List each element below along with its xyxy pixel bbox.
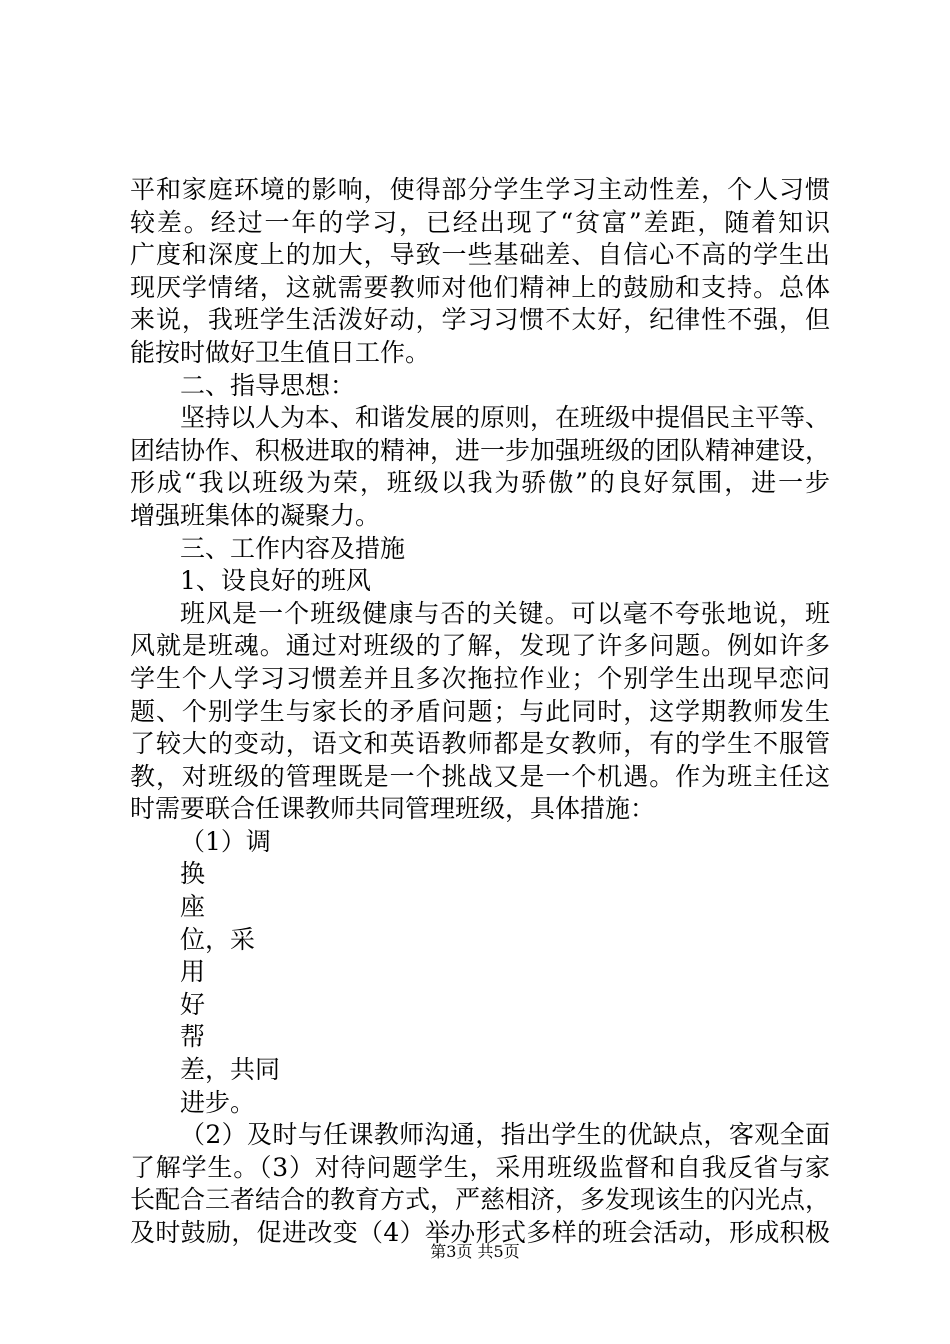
page-number-footer: 第3页 共5页 [430, 1242, 520, 1261]
narrow-column-line: （1）调 [180, 826, 271, 856]
section-heading: 三、工作内容及措施 [180, 533, 406, 563]
body-line: 能按时做好卫生值日工作。 [130, 337, 431, 367]
body-line: 广度和深度上的加大，导致一些基础差、自信心不高的学生出 [130, 240, 830, 270]
body-line: 时需要联合任课教师共同管理班级，具体措施： [130, 794, 656, 824]
body-line: 来说，我班学生活泼好动，学习习惯不太好，纪律性不强，但 [130, 305, 830, 335]
narrow-column-line: 帮 [180, 1022, 206, 1052]
narrow-column-line: 进步。 [180, 1087, 256, 1117]
body-line: 及时鼓励，促进改变（4）举办形式多样的班会活动，形成积极 [130, 1218, 830, 1247]
document-body [130, 174, 830, 1250]
body-line: 长配合三者结合的教育方式，严慈相济，多发现该生的闪光点， [130, 1185, 831, 1215]
narrow-column-line: 换 [180, 859, 206, 889]
body-line: 坚持以人为本、和谐发展的原则，在班级中提倡民主平等、 [180, 403, 831, 433]
narrow-column-line: 差，共同 [180, 1055, 281, 1085]
body-line: 团结协作、积极进取的精神，进一步加强班级的团队精神建设， [130, 435, 831, 465]
body-line: 风就是班魂。通过对班级的了解，发现了许多问题。例如许多 [130, 631, 830, 661]
body-line: 题、个别学生与家长的矛盾问题；与此同时，这学期教师发生 [130, 696, 830, 726]
body-line: 学生个人学习习惯差并且多次拖拉作业；个别学生出现早恋问 [130, 663, 830, 693]
body-line: 平和家庭环境的影响，使得部分学生学习主动性差，个人习惯 [130, 175, 830, 204]
body-line: 现厌学情绪，这就需要教师对他们精神上的鼓励和支持。总体 [130, 272, 830, 302]
body-line: 了较大的变动，语文和英语教师都是女教师，有的学生不服管 [130, 729, 830, 759]
body-line: 增强班集体的凝聚力。 [130, 500, 381, 530]
narrow-column-line: 位，采 [180, 924, 256, 954]
subsection-heading: 1、设良好的班风 [180, 566, 371, 596]
body-line: 教，对班级的管理既是一个挑战又是一个机遇。作为班主任这 [130, 761, 830, 791]
narrow-column-line: 座 [180, 892, 206, 922]
body-line: （2）及时与任课教师沟通，指出学生的优缺点，客观全面 [180, 1120, 830, 1150]
narrow-column-line: 用 [180, 957, 206, 987]
narrow-column-line: 好 [180, 989, 206, 1019]
body-line: 了解学生。（3）对待问题学生，采用班级监督和自我反省与家 [130, 1152, 830, 1182]
body-line: 班风是一个班级健康与否的关键。可以毫不夸张地说，班 [180, 598, 830, 628]
body-line: 形成“我以班级为荣，班级以我为骄傲”的良好氛围，进一步 [130, 468, 830, 498]
section-heading: 二、指导思想： [180, 370, 356, 400]
body-line: 较差。经过一年的学习，已经出现了“贫富”差距，随着知识 [130, 207, 830, 237]
